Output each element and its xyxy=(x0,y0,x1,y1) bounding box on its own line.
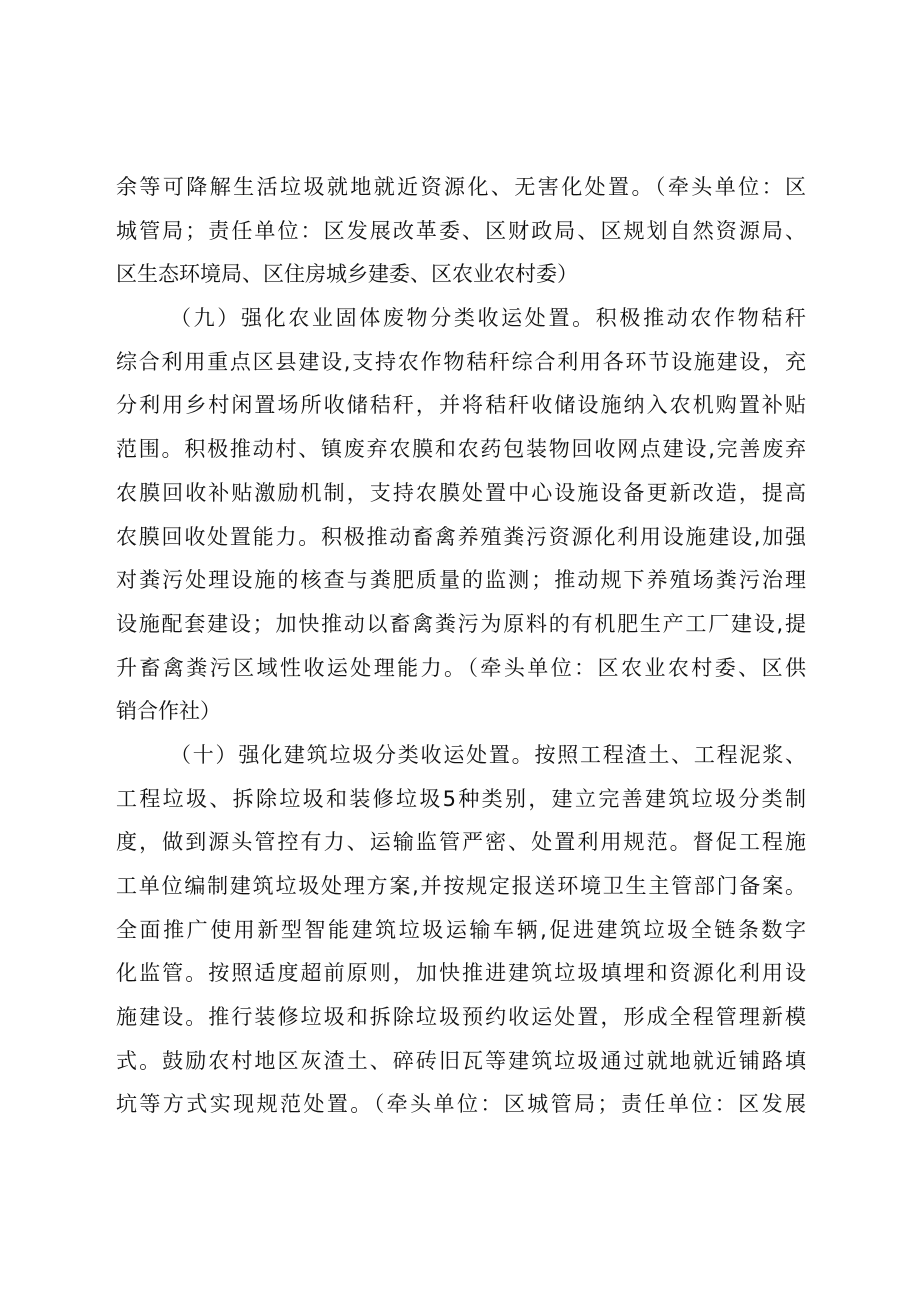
text-line: 化监管。按照适度超前原则，加快推进建筑垃圾填埋和资源化利用设 xyxy=(116,961,806,986)
text-line: 工单位编制建筑垃圾处理方案,并按规定报送环境卫生主管部门备案。 xyxy=(116,874,806,898)
text-line: （九）强化农业固体废物分类收运处置。积极推动农作物秸秆 xyxy=(170,306,806,331)
text-line: 对粪污处理设施的核查与粪肥质量的监测；推动规下养殖场粪污治理 xyxy=(116,568,806,593)
text-line: 式。鼓励农村地区灰渣土、碎砖旧瓦等建筑垃圾通过就地就近铺路填 xyxy=(116,1048,806,1073)
text-line: 度，做到源头管控有力、运输监管严密、处置利用规范。督促工程施 xyxy=(116,830,806,855)
text-line: （十）强化建筑垃圾分类收运处置。按照工程渣土、工程泥浆、 xyxy=(170,742,806,767)
text-line: 坑等方式实现规范处置。（牵头单位：区城管局；责任单位：区发展 xyxy=(116,1092,806,1117)
text-line: 余等可降解生活垃圾就地就近资源化、无害化处置。（牵头单位：区 xyxy=(116,175,806,199)
text-line: 分利用乡村闲置场所收储秸秆，并将秸秆收储设施纳入农机购置补贴 xyxy=(116,393,806,418)
paragraph-item-10 xyxy=(116,734,806,1127)
text-line: 综合利用重点区县建设,支持农作物秸秆综合利用各环节设施建设，充 xyxy=(116,349,806,374)
text-line: 销合作社） xyxy=(116,699,221,724)
paragraph-continued xyxy=(116,166,806,297)
text-line: 升畜禽粪污区域性收运处理能力。（牵头单位：区农业农村委、区供 xyxy=(116,655,806,680)
text-line: 全面推广使用新型智能建筑垃圾运输车辆,促进建筑垃圾全链条数字 xyxy=(116,917,806,942)
text-line: 设施配套建设；加快推动以畜禽粪污为原料的有机肥生产工厂建设,提 xyxy=(116,611,806,636)
text-line: 区生态环境局、区住房城乡建委、区农业农村委） xyxy=(116,262,578,287)
text-line: 施建设。推行装修垃圾和拆除垃圾预约收运处置，形成全程管理新模 xyxy=(116,1005,806,1030)
text-line: 城管局；责任单位：区发展改革委、区财政局、区规划自然资源局、 xyxy=(116,218,806,243)
text-line: 农膜回收处置能力。积极推动畜禽养殖粪污资源化利用设施建设,加强 xyxy=(116,524,806,549)
body-text xyxy=(116,166,806,1127)
text-line: 范围。积极推动村、镇废弃农膜和农药包装物回收网点建设,完善废弃 xyxy=(116,437,806,462)
text-line: 工程垃圾、拆除垃圾和装修垃圾5种类别，建立完善建筑垃圾分类制 xyxy=(116,786,806,811)
paragraph-item-9 xyxy=(116,297,806,734)
text-line: 农膜回收补贴激励机制，支持农膜处置中心设施设备更新改造，提高 xyxy=(116,480,806,505)
